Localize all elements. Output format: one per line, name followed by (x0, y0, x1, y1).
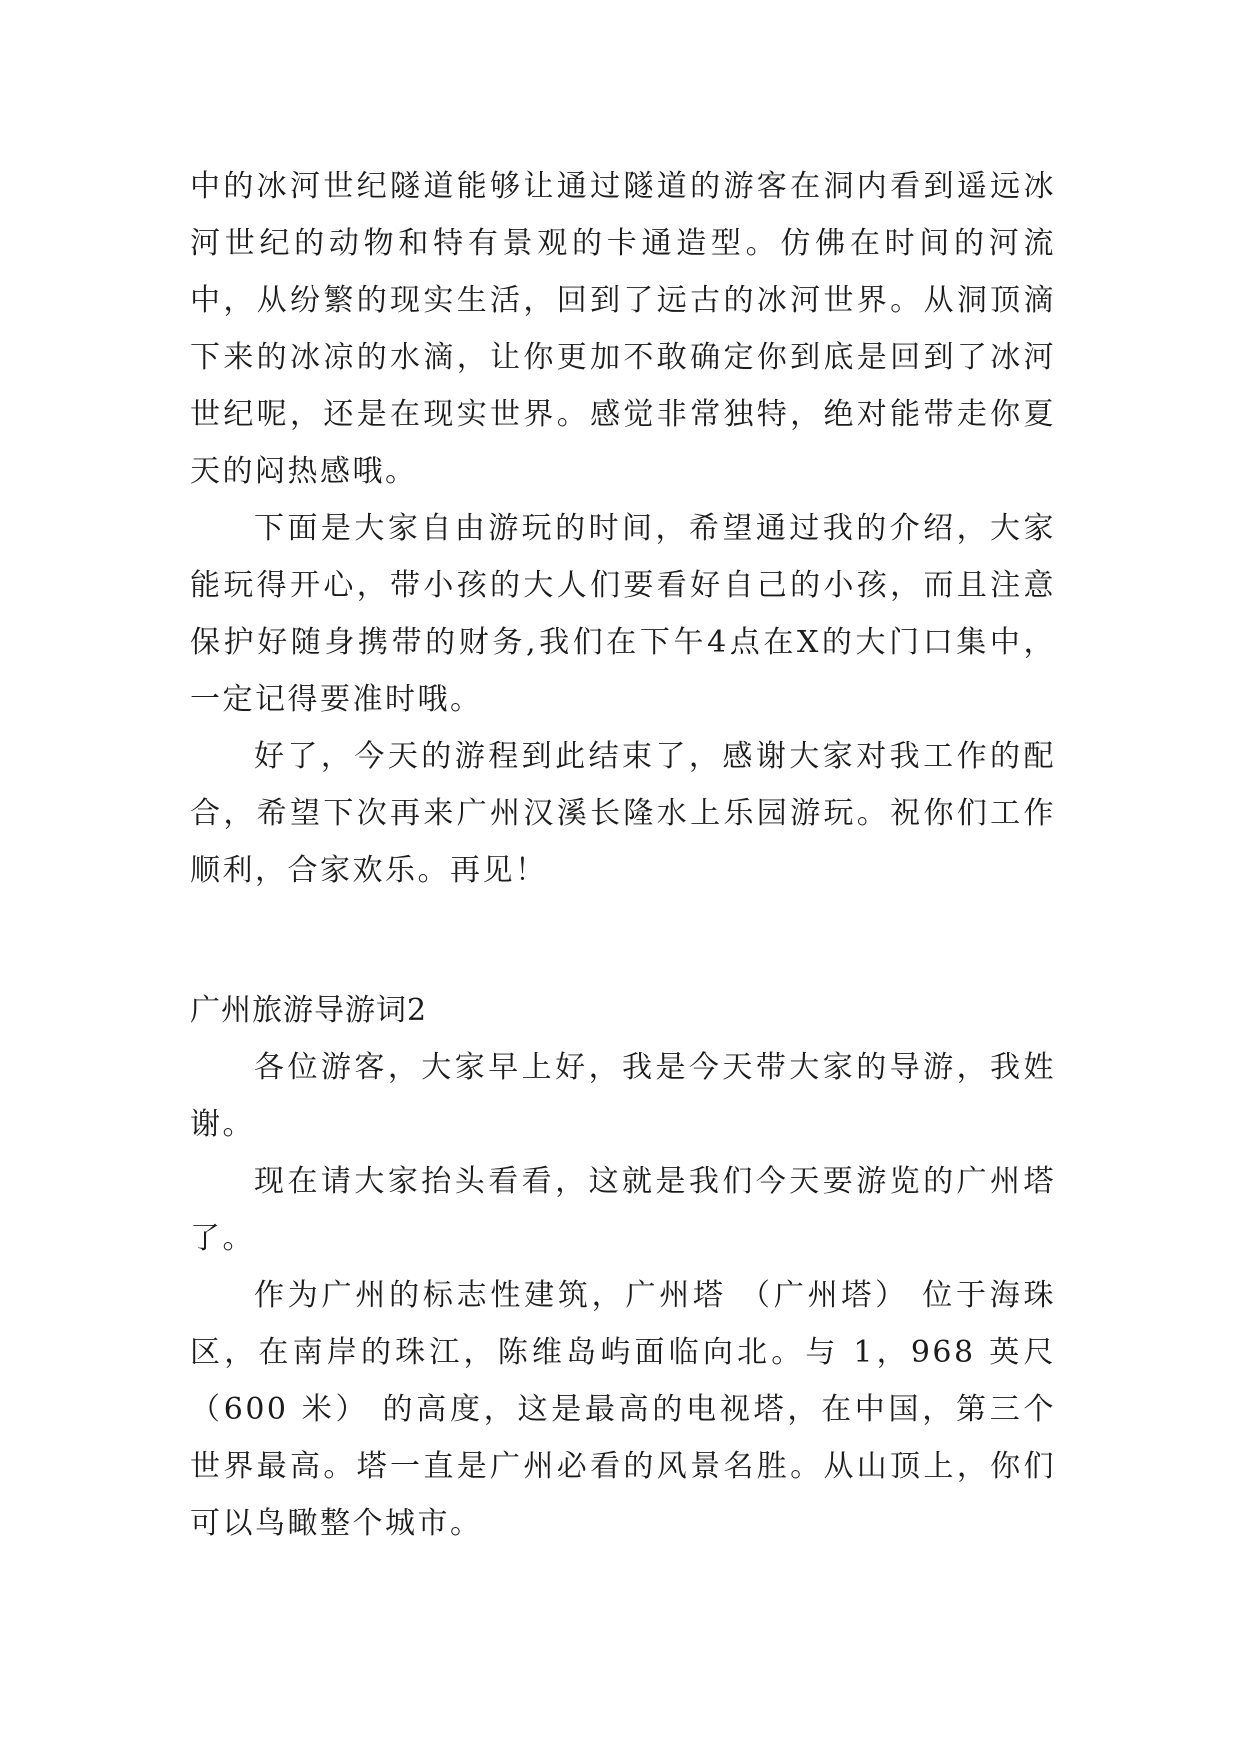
paragraph-free-time: 下面是大家自由游玩的时间，希望通过我的介绍，大家能玩得开心，带小孩的大人们要看好自己的小孩，而且注意保护好随身携带的财务,我们在下午4点在X的大门口集中，一定记得要准时哦。 (190, 511, 1056, 717)
section-title: 广州旅游导游词2 (190, 993, 428, 1028)
paragraph-canton-tower: 作为广州的标志性建筑，广州塔 （广州塔） 位于海珠区，在南岸的珠江，陈维岛屿面临向北。与 1，968 英尺（600 米） 的高度，这是最高的电视塔，在中国，第三个世界最高。塔一直是广州必看的风景名胜。从山顶上，你们可以鸟瞰整个城市。 (190, 1278, 1056, 1541)
paragraph-farewell: 好了，今天的游程到此结束了，感谢大家对我工作的配合，希望下次再来广州汉溪长隆水上乐园游玩。祝你们工作顺利，合家欢乐。再见！ (190, 739, 1056, 888)
paragraph-ice-age-tunnel: 中的冰河世纪隧道能够让通过隧道的游客在洞内看到遥远冰河世纪的动物和特有景观的卡通造型。仿佛在时间的河流中，从纷繁的现实生活，回到了远古的冰河世界。从洞顶滴下来的冰凉的水滴，让你更加不敢确定你到底是回到了冰河世纪呢，还是在现实世界。感觉非常独特，绝对能带走你夏天的闷热感哦。 (190, 169, 1056, 489)
document-body (190, 158, 1056, 1552)
paragraph-greeting: 各位游客，大家早上好，我是今天带大家的导游，我姓谢。 (190, 1050, 1056, 1142)
paragraph-look-up: 现在请大家抬头看看，这就是我们今天要游览的广州塔了。 (190, 1164, 1056, 1256)
